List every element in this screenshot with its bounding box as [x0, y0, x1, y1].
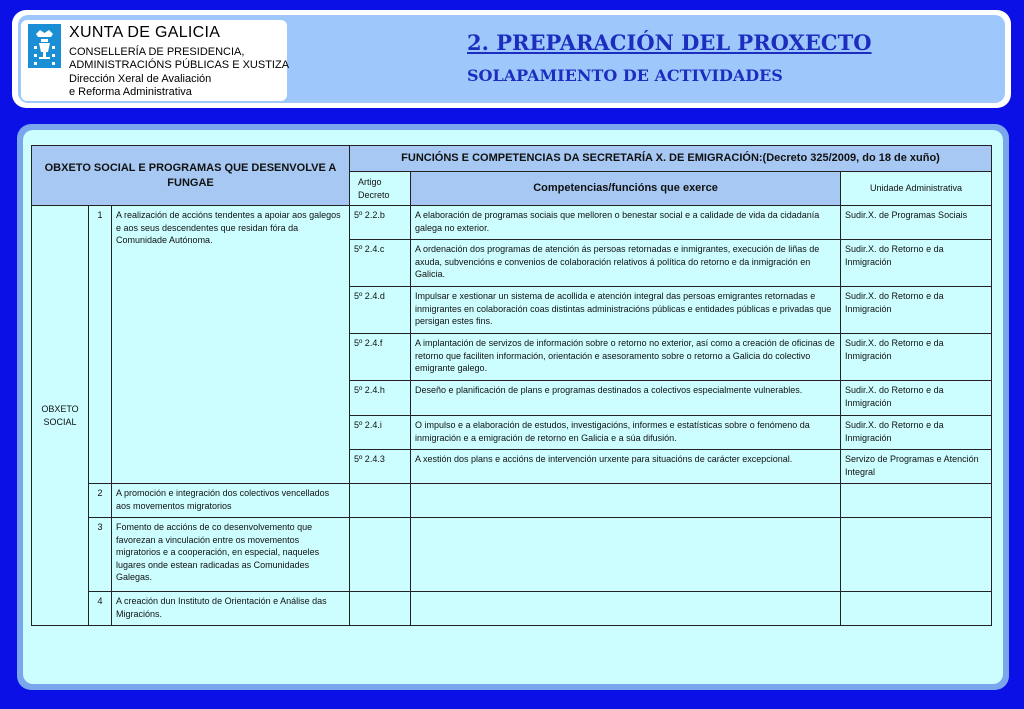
- unidade-cell-empty: [841, 518, 992, 592]
- header-row-1: [32, 146, 992, 172]
- artigo-cell: 5º 2.4.f: [350, 334, 411, 381]
- logo-line-3: Dirección Xeral de Avaliación: [69, 73, 212, 85]
- artigo-cell-empty: [350, 518, 411, 592]
- program-num: 2: [89, 484, 112, 518]
- competencia-cell: A xestión dos plans e accións de intervención urxente para situacións de carácter excepcional.: [411, 450, 841, 484]
- logo-line-1: CONSELLERÍA DE PRESIDENCIA,: [69, 46, 245, 58]
- competencia-cell: Deseño e planificación de plans e programas destinados a colectivos especialmente vulnerables.: [411, 381, 841, 416]
- competencia-cell: Impulsar e xestionar un sistema de acollida e atención integral das persoas emigrantes retornadas e inmigrantes en colaboración coas distintas administracións públicas e entidades públicas e privadas que persigan estes fins.: [411, 287, 841, 334]
- program-text: A promoción e integración dos colectivos vencellados aos movementos migratorios: [112, 484, 350, 518]
- competencia-cell: O impulso e a elaboración de estudos, investigacións, informes e estatísticas sobre o fenómeno da inmigración e a emigración de retorno en Galicia e a súa difusión.: [411, 416, 841, 450]
- competencia-cell: A implantación de servizos de información sobre o retorno no exterior, así como a creación de oficinas de retorno que faciliten información, orientación e asesoramento sobre o retorno a Galicia do colectivo emigrante galego.: [411, 334, 841, 381]
- artigo-cell-empty: [350, 592, 411, 626]
- unidade-cell: Servizo de Programas e Atención Integral: [841, 450, 992, 484]
- competencia-cell: A ordenación dos programas de atención ás persoas retornadas e inmigrantes, execución de liñas de axuda, subvencións e convenios de colaboración relativos á política do retorno e da inmigración en Galicia.: [411, 240, 841, 287]
- xunta-logo: [21, 20, 290, 101]
- logo-line-4: e Reforma Administrativa: [69, 86, 192, 98]
- artigo-cell: 5º 2.4.d: [350, 287, 411, 334]
- col-header-obxeto: OBXETO SOCIAL E PROGRAMAS QUE DESENVOLVE A FUNGAE: [32, 146, 350, 206]
- page-title: 2. PREPARACIÓN DEL PROXECTO: [467, 30, 872, 55]
- table-row: [32, 592, 992, 626]
- artigo-cell: 5º 2.4.c: [350, 240, 411, 287]
- artigo-cell: 5º 2.4.3: [350, 450, 411, 484]
- unidade-cell: Sudir.X. do Retorno e da Inmigración: [841, 287, 992, 334]
- unidade-cell: Sudir.X. do Retorno e da Inmigración: [841, 334, 992, 381]
- artigo-cell: 5º 2.4.i: [350, 416, 411, 450]
- program-text: Fomento de accións de co desenvolvemento que favorezan a vinculación entre os movementos migratorios e a cooperación, en especial, naqueles lugares onde estean radicadas as Comunidades Galegas.: [112, 518, 350, 592]
- group-label-obxeto-social: OBXETO SOCIAL: [32, 206, 89, 626]
- unidade-cell: Sudir.X. de Programas Sociais: [841, 206, 992, 240]
- page-subtitle: SOLAPAMIENTO DE ACTIVIDADES: [467, 66, 783, 85]
- program-num: 4: [89, 592, 112, 626]
- overlap-table: [31, 145, 992, 626]
- unidade-cell-empty: [841, 484, 992, 518]
- col-header-artigo: Artigo Decreto: [350, 172, 411, 206]
- col-header-competencias: Competencias/funcións que exerce: [411, 172, 841, 206]
- logo-title: XUNTA DE GALICIA: [69, 24, 221, 41]
- competencia-cell-empty: [411, 484, 841, 518]
- competencia-cell-empty: [411, 592, 841, 626]
- col-header-unidade: Unidade Administrativa: [841, 172, 992, 206]
- unidade-cell: Sudir.X. do Retorno e da Inmigración: [841, 240, 992, 287]
- table-row: [32, 206, 992, 240]
- competencia-cell-empty: [411, 518, 841, 592]
- logo-line-2: ADMINISTRACIÓNS PÚBLICAS E XUSTIZA: [69, 59, 290, 71]
- program-num: 3: [89, 518, 112, 592]
- artigo-cell: 5º 2.4.h: [350, 381, 411, 416]
- galicia-crest-icon: [28, 24, 61, 68]
- col-header-funcions: FUNCIÓNS E COMPETENCIAS DA SECRETARÍA X. DE EMIGRACIÓN:(Decreto 325/2009, do 18 de xuño): [350, 146, 992, 172]
- artigo-cell-empty: [350, 484, 411, 518]
- table-row: [32, 484, 992, 518]
- artigo-cell: 5º 2.2.b: [350, 206, 411, 240]
- program-text: A creación dun Instituto de Orientación e Análise das Migracións.: [112, 592, 350, 626]
- unidade-cell-empty: [841, 592, 992, 626]
- unidade-cell: Sudir.X. do Retorno e da Inmigración: [841, 381, 992, 416]
- unidade-cell: Sudir.X. do Retorno e da Inmigración: [841, 416, 992, 450]
- table-row: [32, 518, 992, 592]
- competencia-cell: A elaboración de programas sociais que melloren o benestar social e a calidade de vida da cidadanía galega no exterior.: [411, 206, 841, 240]
- program-text: A realización de accións tendentes a apoiar aos galegos e aos seus descendentes que residan fóra da Comunidade Autónoma.: [112, 206, 350, 484]
- program-num: 1: [89, 206, 112, 484]
